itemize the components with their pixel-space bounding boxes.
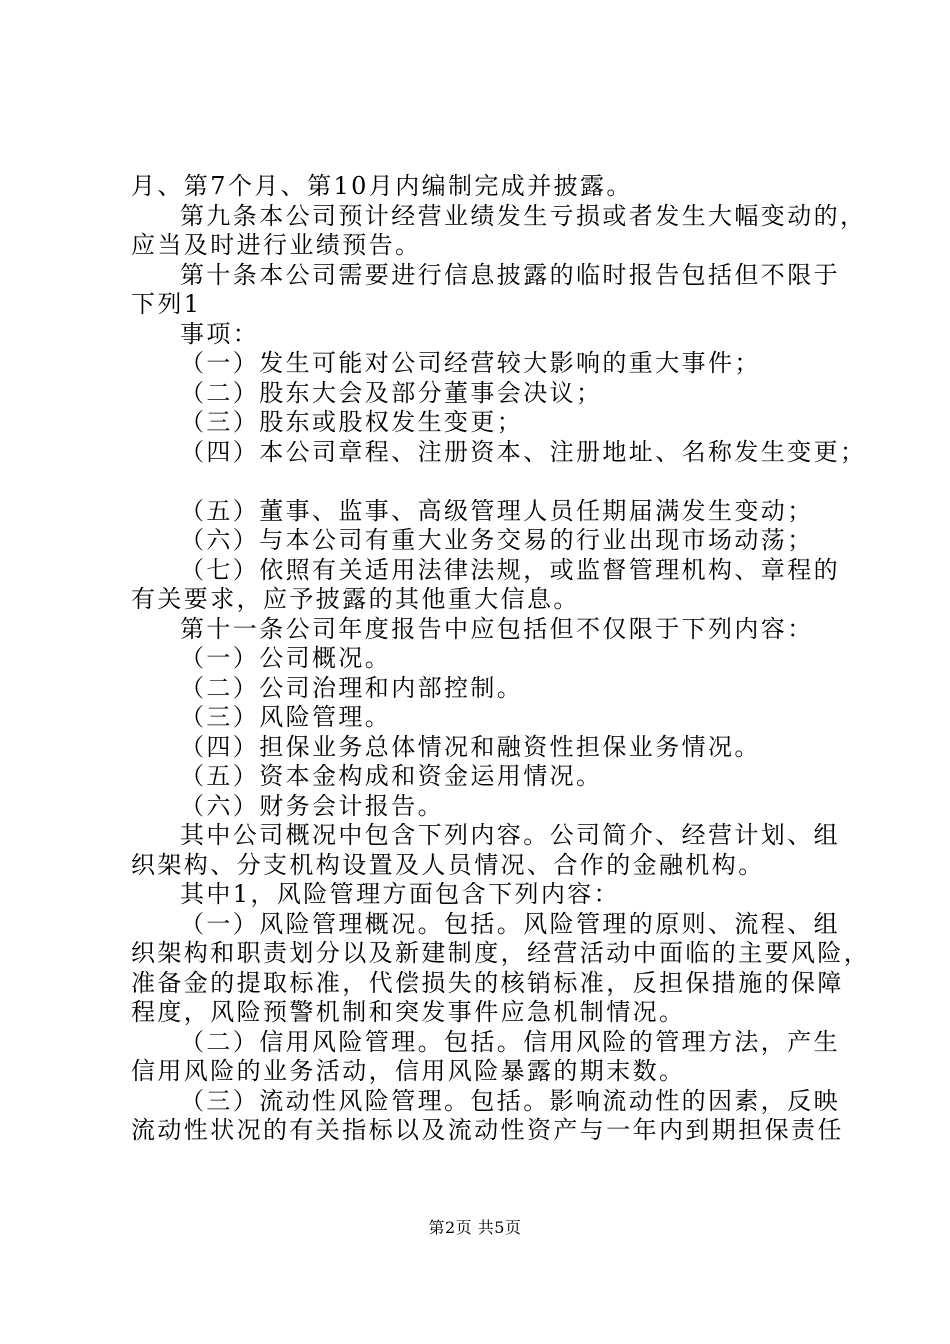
text-line: （三）股东或股权发生变更； — [180, 408, 524, 436]
blank-line — [131, 467, 831, 497]
text-line: 其中公司概况中包含下列内容。公司简介、经营计划、组 — [180, 821, 840, 849]
text-line: 程度，风险预警机制和突发事件应急机制情况。 — [131, 998, 686, 1026]
text-line: 信用风险的业务活动，信用风险暴露的期末数。 — [131, 1057, 686, 1085]
text-line: 有关要求，应予披露的其他重大信息。 — [131, 585, 580, 613]
text-line: （三）风险管理。 — [180, 703, 392, 731]
text-line: （一）公司概况。 — [180, 644, 392, 672]
text-line: 第九条本公司预计经营业绩发生亏损或者发生大幅变动的， — [180, 201, 867, 230]
text-line: （四）担保业务总体情况和融资性担保业务情况。 — [180, 732, 761, 761]
text-line: （七）依照有关适用法律法规，或监督管理机构、章程的 — [180, 555, 840, 584]
text-line: （二）公司治理和内部控制。 — [180, 673, 524, 702]
text-line: 流动性状况的有关指标以及流动性资产与一年内到期担保责任 — [131, 1116, 844, 1144]
text-line: （五）董事、监事、高级管理人员任期届满发生变动； — [180, 496, 814, 525]
text-line: 事项： — [180, 319, 260, 348]
text-line: 应当及时进行业绩预告。 — [131, 231, 422, 259]
text-line: （三）流动性风险管理。包括。影响流动性的因素，反映 — [180, 1086, 840, 1115]
text-line: 月、第7个月、第10月内编制完成并披露。 — [131, 172, 633, 200]
text-line: （六）财务会计报告。 — [180, 791, 444, 820]
text-line: 准备金的提取标准，代偿损失的核销标准，反担保措施的保障 — [131, 968, 844, 997]
text-line: （一）发生可能对公司经营较大影响的重大事件； — [180, 349, 761, 377]
page-footer: 第2页 共5页 — [428, 1218, 522, 1237]
text-line: 第十条本公司需要进行信息披露的临时报告包括但不限于 — [180, 260, 840, 289]
text-line: （二）股东大会及部分董事会决议； — [180, 378, 603, 407]
text-line: （六）与本公司有重大业务交易的行业出现市场动荡； — [180, 526, 814, 554]
text-line: 织架构和职责划分以及新建制度，经营活动中面临的主要风险， — [131, 939, 871, 967]
text-line: 下列1 — [131, 290, 202, 318]
text-line: （一）风险管理概况。包括。风险管理的原则、流程、组 — [180, 909, 840, 938]
text-line: 第十一条公司年度报告中应包括但不仅限于下列内容： — [180, 614, 814, 643]
text-line: 织架构、分支机构设置及人员情况、合作的金融机构。 — [131, 850, 765, 879]
text-line: （二）信用风险管理。包括。信用风险的管理方法，产生 — [180, 1027, 840, 1056]
text-line: （五）资本金构成和资金运用情况。 — [180, 762, 603, 790]
text-line: 其中1，风险管理方面包含下列内容： — [180, 880, 621, 908]
text-line: （四）本公司章程、注册资本、注册地址、名称发生变更； — [180, 437, 867, 466]
document-body — [131, 172, 871, 1146]
